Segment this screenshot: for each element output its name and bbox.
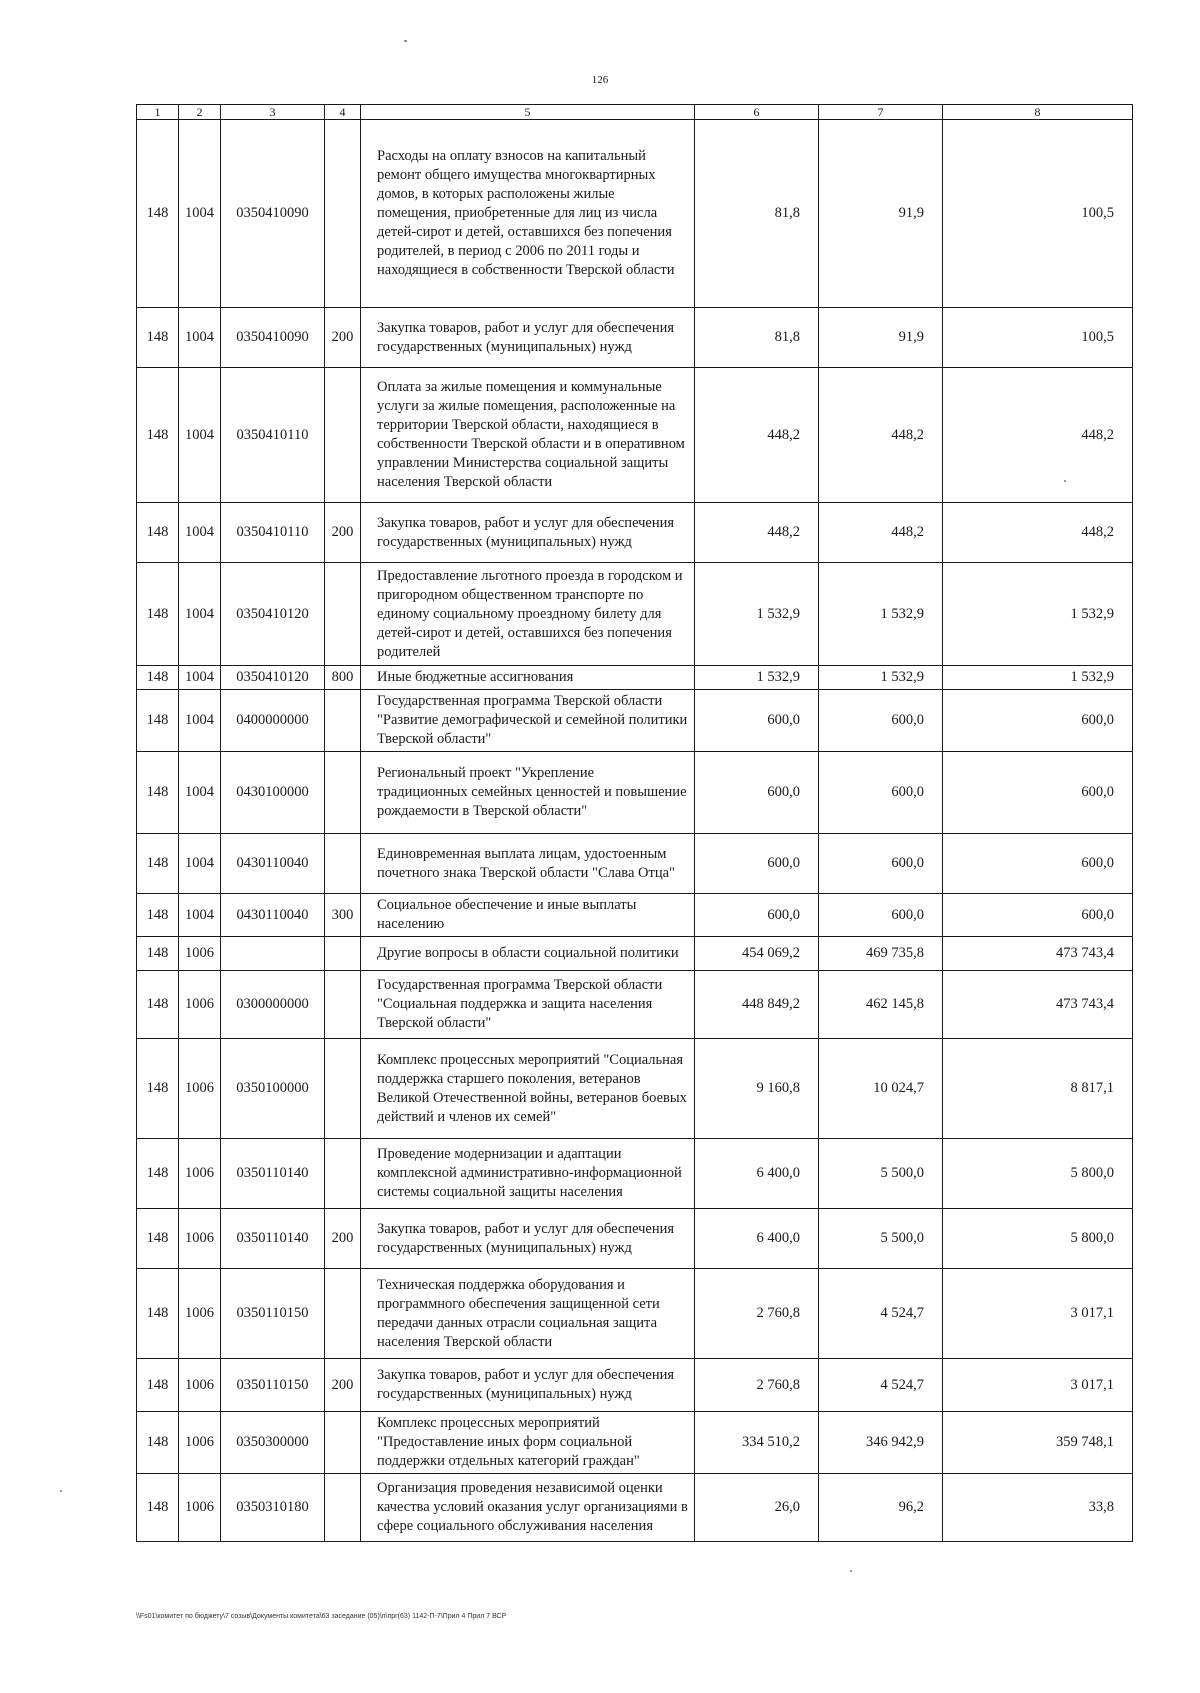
cell-amount-col8: 448,2 [943,368,1133,503]
cell-section-code: 1006 [179,1269,221,1359]
cell-description: Техническая поддержка оборудования и программного обеспечения защищенной сети передачи данных отрасли социальная защита населения Тверской области [361,1269,695,1359]
cell-target-article: 0350110150 [221,1269,325,1359]
column-header: 2 [179,105,221,120]
cell-amount-col8: 600,0 [943,752,1133,834]
cell-expense-type [325,120,361,308]
cell-admin-code: 148 [137,368,179,503]
cell-amount-col8: 5 800,0 [943,1139,1133,1209]
cell-admin-code: 148 [137,1139,179,1209]
cell-description: Единовременная выплата лицам, удостоенным почетного знака Тверской области "Слава Отца" [361,834,695,894]
cell-amount-col8: 600,0 [943,834,1133,894]
table-row [137,937,1133,971]
cell-admin-code: 148 [137,1209,179,1269]
cell-amount-col6: 600,0 [695,690,819,752]
scan-speck [404,40,407,42]
table-row [137,971,1133,1039]
cell-amount-col7: 96,2 [819,1474,943,1542]
cell-amount-col8: 359 748,1 [943,1412,1133,1474]
cell-section-code: 1004 [179,503,221,563]
cell-section-code: 1006 [179,971,221,1039]
cell-description: Закупка товаров, работ и услуг для обеспечения государственных (муниципальных) нужд [361,1359,695,1412]
cell-amount-col7: 91,9 [819,120,943,308]
table-row [137,1269,1133,1359]
cell-target-article: 0350410090 [221,120,325,308]
cell-amount-col7: 600,0 [819,834,943,894]
cell-target-article: 0350410110 [221,503,325,563]
cell-amount-col7: 600,0 [819,894,943,937]
cell-amount-col8: 8 817,1 [943,1039,1133,1139]
table-row [137,1412,1133,1474]
cell-amount-col7: 346 942,9 [819,1412,943,1474]
cell-amount-col7: 448,2 [819,368,943,503]
cell-expense-type [325,937,361,971]
cell-admin-code: 148 [137,690,179,752]
cell-expense-type [325,563,361,666]
cell-target-article: 0350410110 [221,368,325,503]
cell-expense-type: 300 [325,894,361,937]
cell-amount-col6: 454 069,2 [695,937,819,971]
cell-expense-type [325,834,361,894]
cell-section-code: 1004 [179,120,221,308]
cell-target-article: 0430110040 [221,834,325,894]
cell-amount-col8: 3 017,1 [943,1359,1133,1412]
cell-amount-col8: 1 532,9 [943,666,1133,690]
cell-section-code: 1004 [179,368,221,503]
table-row [137,503,1133,563]
cell-description: Закупка товаров, работ и услуг для обеспечения государственных (муниципальных) нужд [361,308,695,368]
cell-admin-code: 148 [137,120,179,308]
table-row [137,752,1133,834]
cell-expense-type: 200 [325,308,361,368]
cell-expense-type: 200 [325,1209,361,1269]
table-row [137,563,1133,666]
scan-speck [60,1490,62,1492]
cell-target-article: 0350410120 [221,563,325,666]
cell-amount-col6: 600,0 [695,752,819,834]
cell-amount-col7: 10 024,7 [819,1039,943,1139]
cell-amount-col6: 9 160,8 [695,1039,819,1139]
cell-amount-col8: 33,8 [943,1474,1133,1542]
cell-expense-type [325,1139,361,1209]
cell-description: Государственная программа Тверской области "Развитие демографической и семейной политики Тверской области" [361,690,695,752]
cell-description: Оплата за жилые помещения и коммунальные услуги за жилые помещения, расположенные на территории Тверской области, находящиеся в собственности Тверской области и в оперативном управлении Министерства социальной защиты населения Тверской области [361,368,695,503]
scan-speck [1064,480,1066,482]
cell-expense-type [325,690,361,752]
table-row [137,834,1133,894]
cell-amount-col7: 91,9 [819,308,943,368]
cell-amount-col6: 600,0 [695,894,819,937]
cell-description: Расходы на оплату взносов на капитальный ремонт общего имущества многоквартирных домов, в которых расположены жилые помещения, приобретенные для лиц из числа детей-сирот и детей, оставшихся без попечения родителей, в период с 2006 по 2011 годы и находящиеся в собственности Тверской области [361,120,695,308]
cell-target-article: 0350110140 [221,1139,325,1209]
cell-amount-col8: 5 800,0 [943,1209,1133,1269]
table-row [137,1359,1133,1412]
cell-expense-type: 200 [325,503,361,563]
cell-amount-col7: 4 524,7 [819,1359,943,1412]
page-number: 126 [591,74,609,86]
cell-admin-code: 148 [137,1359,179,1412]
cell-amount-col6: 6 400,0 [695,1209,819,1269]
cell-target-article: 0350110140 [221,1209,325,1269]
cell-amount-col6: 81,8 [695,120,819,308]
cell-admin-code: 148 [137,503,179,563]
cell-admin-code: 148 [137,937,179,971]
cell-section-code: 1006 [179,1139,221,1209]
cell-target-article: 0350410120 [221,666,325,690]
cell-admin-code: 148 [137,752,179,834]
cell-admin-code: 148 [137,563,179,666]
column-header: 7 [819,105,943,120]
column-header: 6 [695,105,819,120]
cell-amount-col8: 473 743,4 [943,937,1133,971]
scan-speck [850,1570,852,1572]
cell-description: Закупка товаров, работ и услуг для обеспечения государственных (муниципальных) нужд [361,1209,695,1269]
cell-description: Региональный проект "Укрепление традиционных семейных ценностей и повышение рождаемости в Тверской области" [361,752,695,834]
cell-expense-type: 800 [325,666,361,690]
cell-expense-type [325,971,361,1039]
cell-description: Комплекс процессных мероприятий "Предоставление иных форм социальной поддержки отдельных категорий граждан" [361,1412,695,1474]
column-header: 8 [943,105,1133,120]
cell-section-code: 1004 [179,894,221,937]
table-row [137,368,1133,503]
cell-expense-type [325,1039,361,1139]
file-path-footer: \\Fs01\комитет по бюджету\7 созыв\Документы комитета\63 заседание (05)\п\прг(63) 1142-П-7\Прил 4 Прил 7 ВСР [136,1613,507,1620]
table-row [137,1474,1133,1542]
cell-amount-col8: 600,0 [943,690,1133,752]
cell-amount-col6: 2 760,8 [695,1269,819,1359]
cell-amount-col7: 4 524,7 [819,1269,943,1359]
table-row [137,1139,1133,1209]
cell-amount-col8: 3 017,1 [943,1269,1133,1359]
table-row [137,1039,1133,1139]
column-header: 1 [137,105,179,120]
cell-expense-type [325,1412,361,1474]
cell-amount-col6: 2 760,8 [695,1359,819,1412]
cell-section-code: 1004 [179,834,221,894]
cell-admin-code: 148 [137,666,179,690]
cell-amount-col7: 462 145,8 [819,971,943,1039]
cell-amount-col8: 448,2 [943,503,1133,563]
cell-amount-col8: 1 532,9 [943,563,1133,666]
cell-expense-type [325,1269,361,1359]
cell-target-article [221,937,325,971]
cell-description: Государственная программа Тверской области "Социальная поддержка и защита населения Тверской области" [361,971,695,1039]
cell-section-code: 1006 [179,1474,221,1542]
table-row [137,690,1133,752]
table-row [137,308,1133,368]
cell-target-article: 0350100000 [221,1039,325,1139]
cell-target-article: 0350300000 [221,1412,325,1474]
table-row [137,120,1133,308]
cell-amount-col7: 600,0 [819,690,943,752]
cell-amount-col6: 1 532,9 [695,563,819,666]
cell-target-article: 0350410090 [221,308,325,368]
cell-amount-col6: 448 849,2 [695,971,819,1039]
cell-admin-code: 148 [137,1039,179,1139]
cell-section-code: 1004 [179,666,221,690]
cell-section-code: 1006 [179,937,221,971]
cell-section-code: 1004 [179,752,221,834]
table-row [137,894,1133,937]
cell-description: Предоставление льготного проезда в городском и пригородном общественном транспорте по единому социальному проездному билету для детей-сирот и детей, оставшихся без попечения родителей [361,563,695,666]
cell-amount-col6: 81,8 [695,308,819,368]
cell-expense-type [325,752,361,834]
budget-table [136,104,1133,1542]
column-header: 3 [221,105,325,120]
cell-description: Другие вопросы в области социальной политики [361,937,695,971]
cell-amount-col8: 100,5 [943,308,1133,368]
cell-amount-col7: 5 500,0 [819,1139,943,1209]
cell-admin-code: 148 [137,894,179,937]
cell-amount-col6: 448,2 [695,503,819,563]
header-row [137,105,1133,120]
cell-section-code: 1006 [179,1039,221,1139]
cell-target-article: 0430100000 [221,752,325,834]
cell-amount-col6: 334 510,2 [695,1412,819,1474]
cell-amount-col6: 448,2 [695,368,819,503]
cell-amount-col7: 5 500,0 [819,1209,943,1269]
cell-target-article: 0400000000 [221,690,325,752]
column-header: 4 [325,105,361,120]
cell-target-article: 0350310180 [221,1474,325,1542]
cell-section-code: 1006 [179,1209,221,1269]
cell-amount-col8: 473 743,4 [943,971,1133,1039]
cell-section-code: 1006 [179,1359,221,1412]
cell-section-code: 1004 [179,563,221,666]
cell-admin-code: 148 [137,971,179,1039]
cell-amount-col7: 448,2 [819,503,943,563]
cell-description: Закупка товаров, работ и услуг для обеспечения государственных (муниципальных) нужд [361,503,695,563]
cell-description: Социальное обеспечение и иные выплаты населению [361,894,695,937]
cell-amount-col6: 1 532,9 [695,666,819,690]
cell-admin-code: 148 [137,308,179,368]
cell-description: Комплекс процессных мероприятий "Социальная поддержка старшего поколения, ветеранов Великой Отечественной войны, ветеранов боевых действий и членов их семей" [361,1039,695,1139]
column-header: 5 [361,105,695,120]
cell-admin-code: 148 [137,834,179,894]
cell-amount-col7: 469 735,8 [819,937,943,971]
cell-description: Организация проведения независимой оценки качества условий оказания услуг организациями в сфере социального обслуживания населения [361,1474,695,1542]
cell-amount-col6: 600,0 [695,834,819,894]
cell-admin-code: 148 [137,1269,179,1359]
cell-description: Иные бюджетные ассигнования [361,666,695,690]
cell-amount-col6: 26,0 [695,1474,819,1542]
cell-expense-type [325,1474,361,1542]
cell-amount-col7: 1 532,9 [819,666,943,690]
cell-section-code: 1004 [179,308,221,368]
cell-expense-type [325,368,361,503]
cell-amount-col8: 100,5 [943,120,1133,308]
cell-amount-col6: 6 400,0 [695,1139,819,1209]
cell-admin-code: 148 [137,1412,179,1474]
cell-expense-type: 200 [325,1359,361,1412]
cell-target-article: 0300000000 [221,971,325,1039]
cell-section-code: 1006 [179,1412,221,1474]
cell-amount-col7: 600,0 [819,752,943,834]
table-row [137,666,1133,690]
table-row [137,1209,1133,1269]
cell-section-code: 1004 [179,690,221,752]
cell-target-article: 0350110150 [221,1359,325,1412]
cell-admin-code: 148 [137,1474,179,1542]
cell-amount-col8: 600,0 [943,894,1133,937]
cell-amount-col7: 1 532,9 [819,563,943,666]
cell-description: Проведение модернизации и адаптации комплексной административно-информационной системы социальной защиты населения [361,1139,695,1209]
cell-target-article: 0430110040 [221,894,325,937]
